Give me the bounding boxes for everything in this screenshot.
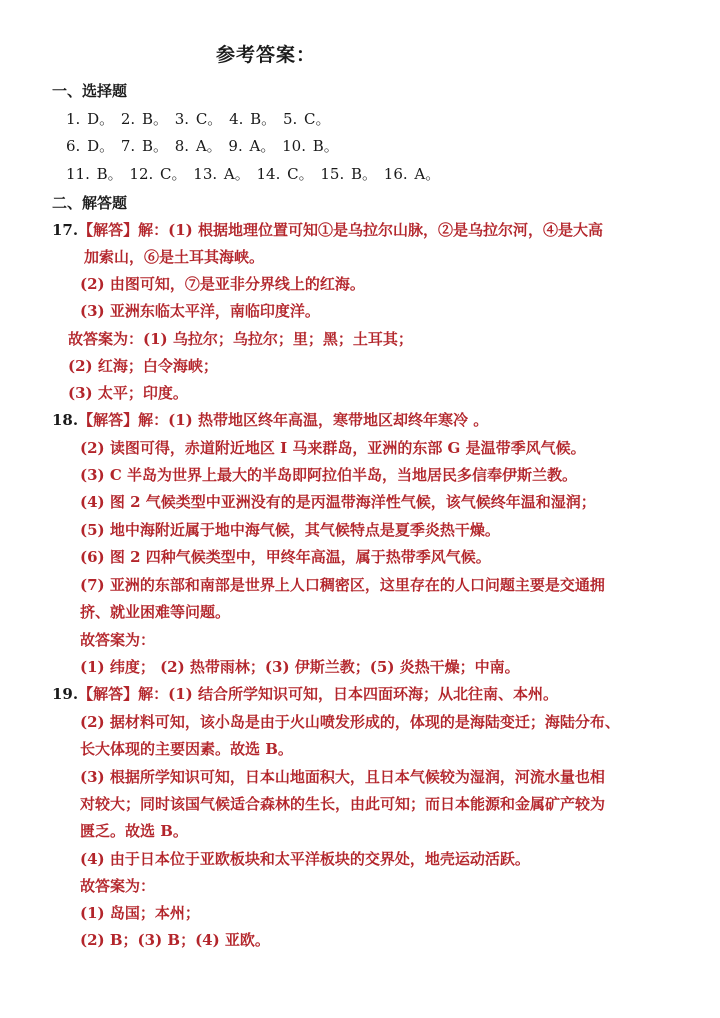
q18-line-2: (2) 读图可得，赤道附近地区 I 马来群岛，亚洲的东部 G 是温带季风气候。 xyxy=(80,439,586,457)
q19-number: 19. xyxy=(52,685,79,703)
choice-answers-row-3: 11. B。 12. C。 13. A。 14. C。 15. B。 16. A。 xyxy=(66,165,441,183)
q18-line-8: 挤、就业困难等问题。 xyxy=(80,603,231,621)
q18-line-9: 故答案为： xyxy=(80,631,156,649)
q18-answer-tag: 【解答】 xyxy=(78,411,139,429)
q17-answer-tag: 【解答】 xyxy=(78,221,139,239)
q19-answer-tag: 【解答】 xyxy=(78,685,139,703)
q17-line-3: (2) 由图可知，⑦是亚非分界线上的红海。 xyxy=(80,275,365,293)
choice-answers-row-2: 6. D。 7. B。 8. A。 9. A。 10. B。 xyxy=(66,137,339,155)
choice-answers-row-1: 1. D。 2. B。 3. C。 4. B。 5. C。 xyxy=(66,110,331,128)
q17-line-1: 解：(1) 根据地理位置可知①是乌拉尔山脉，②是乌拉尔河，④是大高 xyxy=(138,221,603,239)
q18-first-line xyxy=(52,410,488,430)
q17-line-7: (3) 太平；印度。 xyxy=(68,384,188,402)
q19-line-2: (2) 据材料可知，该小岛是由于火山喷发形成的，体现的是海陆变迁；海陆分布、 xyxy=(80,713,620,731)
q19-line-3: 长大体现的主要因素。故选 B。 xyxy=(80,740,293,758)
q18-line-5: (5) 地中海附近属于地中海气候，其气候特点是夏季炎热干燥。 xyxy=(80,521,500,539)
q19-line-10: (2) B；(3) B；(4) 亚欧。 xyxy=(80,931,270,949)
q19-line-6: 匮乏。故选 B。 xyxy=(80,822,188,840)
section-heading-choice: 一、选择题 xyxy=(52,82,128,100)
q18-line-6: (6) 图 2 四种气候类型中，甲终年高温，属于热带季风气候。 xyxy=(80,548,491,566)
q19-line-5: 对较大；同时该国气候适合森林的生长，由此可知；而日本能源和金属矿产较为 xyxy=(80,795,606,813)
q18-line-10: (1) 纬度； (2) 热带雨林；(3) 伊斯兰教；(5) 炎热干燥；中南。 xyxy=(80,658,520,676)
q19-line-1: 解：(1) 结合所学知识可知，日本四面环海；从北往南、本州。 xyxy=(138,685,558,703)
q19-line-4: (3) 根据所学知识可知，日本山地面积大，且日本气候较为湿润，河流水量也相 xyxy=(80,768,605,786)
page-title: 参考答案： xyxy=(216,44,317,66)
q18-line-4: (4) 图 2 气候类型中亚洲没有的是丙温带海洋性气候，该气候终年温和湿润； xyxy=(80,493,596,511)
q17-line-6: (2) 红海；白令海峡； xyxy=(68,357,218,375)
q17-number: 17. xyxy=(52,221,79,239)
section-heading-answers: 二、解答题 xyxy=(52,194,128,212)
q19-line-8: 故答案为： xyxy=(80,877,156,895)
q17-first-line xyxy=(52,220,603,240)
q18-number: 18. xyxy=(52,411,79,429)
q19-first-line xyxy=(52,684,558,704)
q19-line-7: (4) 由于日本位于亚欧板块和太平洋板块的交界处，地壳运动活跃。 xyxy=(80,850,530,868)
q17-line-5: 故答案为：(1) 乌拉尔；乌拉尔；里；黑；土耳其； xyxy=(68,330,413,348)
q18-line-7: (7) 亚洲的东部和南部是世界上人口稠密区，这里存在的人口问题主要是交通拥 xyxy=(80,576,605,594)
q18-line-3: (3) C 半岛为世界上最大的半岛即阿拉伯半岛，当地居民多信奉伊斯兰教。 xyxy=(80,466,578,484)
q18-line-1: 解：(1) 热带地区终年高温，寒带地区却终年寒冷 。 xyxy=(138,411,489,429)
q17-line-4: (3) 亚洲东临太平洋，南临印度洋。 xyxy=(80,302,320,320)
q17-line-2: 加索山，⑥是土耳其海峡。 xyxy=(84,248,265,266)
q19-line-9: (1) 岛国；本州； xyxy=(80,904,200,922)
